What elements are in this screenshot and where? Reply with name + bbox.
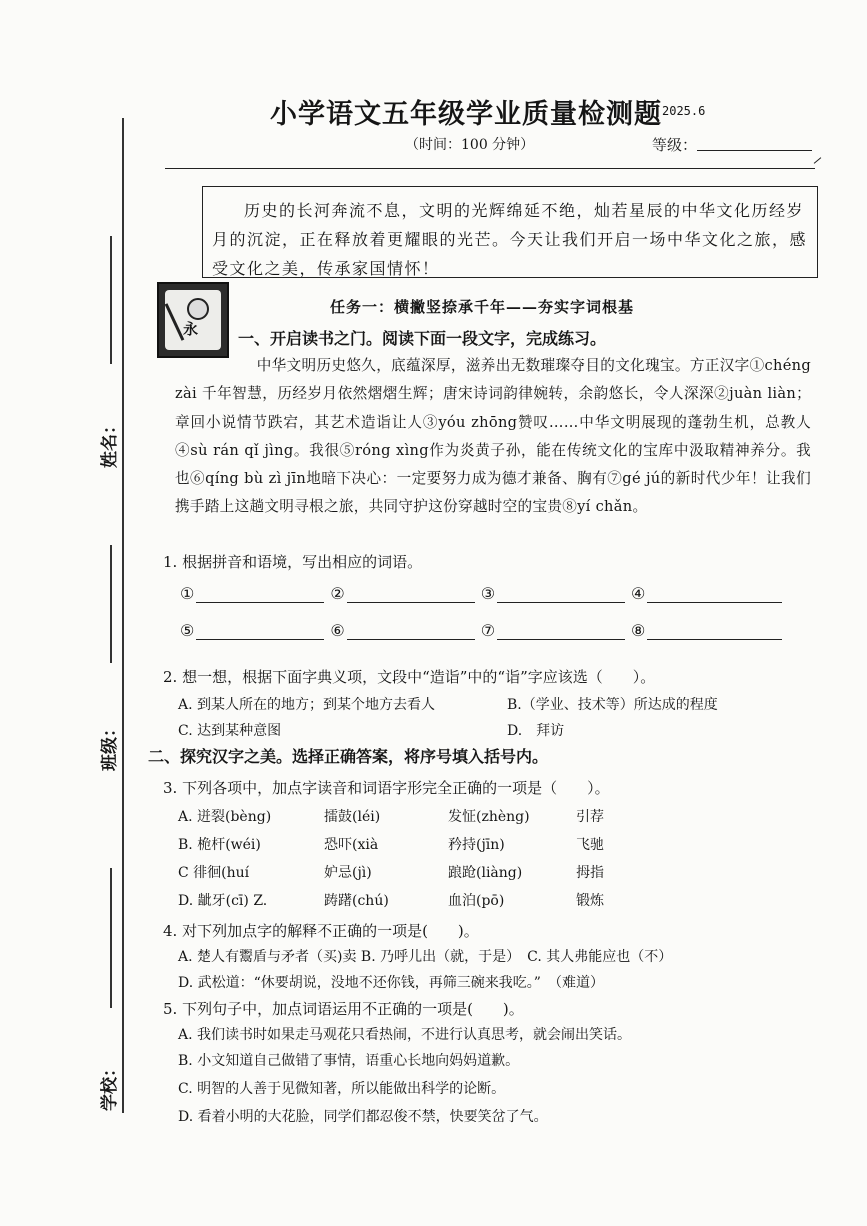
blank-number: ⑧: [631, 621, 646, 640]
q2-option-a: A. 到某人所在的地方；到某个地方去看人: [178, 697, 436, 713]
q3-cell: B. 桅杆(wéi): [178, 837, 261, 853]
calligraphy-illustration: [157, 282, 229, 358]
exam-date: 2025.6: [662, 104, 706, 118]
q3-cell: 恐吓(xià: [324, 837, 379, 853]
q3-options-grid: [178, 806, 818, 916]
header-divider-tick: [814, 157, 822, 164]
header-divider: [165, 168, 815, 169]
intro-text: 历史的长河奔流不息，文明的光辉绵延不绝，灿若星辰的中华文化历经岁月的沉淀，正在释放着更耀眼的光芒。今天让我们开启一场中华文化之旅，感受文化之美，传承家国情怀！: [212, 201, 808, 278]
grade-label: 等级：: [652, 136, 698, 154]
section-two-heading: 二、探究汉字之美。选择正确答案，将序号填入括号内。: [148, 747, 549, 766]
grade-blank[interactable]: [697, 150, 812, 151]
answer-blank[interactable]: [347, 638, 475, 640]
answer-blank[interactable]: [196, 638, 324, 640]
answer-blank[interactable]: [497, 638, 625, 640]
q5-option-d: D. 看着小明的大花脸，同学们都忍俊不禁，快要笑岔了气。: [178, 1109, 548, 1125]
q5-option-c: C. 明智的人善于见微知著，所以能做出科学的论断。: [178, 1081, 506, 1097]
answer-blank[interactable]: [647, 638, 782, 640]
q3-cell: 血泊(pō): [448, 893, 505, 909]
q2-option-b: B.（学业、技术等）所达成的程度: [507, 697, 718, 713]
page-title: 小学语文五年级学业质量检测题: [270, 99, 662, 130]
answer-blank[interactable]: [647, 601, 782, 603]
blank-number: ④: [631, 584, 646, 603]
blank-number: ⑦: [480, 621, 496, 640]
character-head-icon: [187, 298, 209, 320]
blank-number: ⑤: [180, 621, 195, 640]
name-blank[interactable]: [110, 236, 112, 364]
section-one-heading: 一、开启读书之门。阅读下面一段文字，完成练习。: [238, 329, 607, 348]
reading-passage: 中华文明历史悠久，底蕴深厚，滋养出无数璀璨夺目的文化瑰宝。方正汉字①chéng zài 千年智慧，历经岁月依然熠熠生辉；唐宋诗词韵律婉转，余韵悠长，令人深深②juàn liàn；章回小说情节跌宕，其艺术造诣让人③yóu zhōng赞叹……中华文明展现的蓬勃生机，总教人④sù rán qǐ jìng。我很⑤róng xìng作为炎黄子孙，能在传统文化的宝库中汲取精神养分。我也⑥qíng bù zì jīn地暗下决心：一定要努力成为德才兼备、胸有⑦gé jú的新时代少年！让我们携手踏上这趟文明寻根之旅，共同守护这份穿越时空的宝贵⑧yí chǎn。: [175, 357, 811, 516]
q3-cell: 发怔(zhèng): [448, 809, 530, 825]
question-1: 1. 根据拼音和语境，写出相应的词语。: [163, 553, 423, 571]
q3-cell: 引荐: [576, 809, 604, 825]
q5-option-b: B. 小文知道自己做错了事情，语重心长地向妈妈道歉。: [178, 1053, 520, 1069]
stamp-character: 永: [183, 320, 199, 338]
q3-cell: 飞驰: [576, 837, 604, 853]
school-blank[interactable]: [110, 868, 112, 1008]
q3-cell: 踉跄(liàng): [448, 865, 523, 881]
brush-icon: [165, 303, 185, 341]
question-3: 3. 下列各项中，加点字读音和词语字形完全正确的一项是（ ）。: [163, 779, 610, 797]
blank-number: ③: [480, 584, 496, 603]
school-label: 学校：: [100, 1060, 120, 1111]
blank-number: ②: [330, 584, 345, 603]
question-5: 5. 下列句子中，加点词语运用不正确的一项是( )。: [163, 1000, 524, 1018]
task-one-title: 任务一：横撇竖捺承千年——夯实字词根基: [330, 298, 635, 316]
q3-cell: A. 迸裂(bèng): [178, 809, 272, 825]
class-blank[interactable]: [110, 545, 112, 663]
question-4: 4. 对下列加点字的解释不正确的一项是( )。: [163, 922, 479, 940]
q3-cell: 擂鼓(léi): [324, 809, 381, 825]
class-label: 班级：: [100, 720, 120, 771]
answer-row-1: [180, 584, 788, 603]
q5-option-a: A. 我们读书时如果走马观花只看热闹，不进行认真思考，就会闹出笑话。: [178, 1027, 632, 1043]
question-2: 2. 想一想，根据下面字典义项，文段中“造诣”中的“诣”字应该选（ ）。: [163, 668, 656, 686]
blank-number: ①: [180, 584, 195, 603]
q3-cell: 拇指: [576, 865, 604, 881]
q4-options-line-1: A. 楚人有鬻盾与矛者（买)卖 B. 乃呼儿出（就，于是） C. 其人弗能应也（不）: [178, 949, 673, 965]
blank-number: ⑥: [330, 621, 345, 640]
binding-line: [122, 118, 124, 1113]
q3-cell: 踌躇(chú): [324, 893, 389, 909]
answer-blank[interactable]: [196, 601, 324, 603]
answer-blank[interactable]: [497, 601, 625, 603]
time-limit: （时间：100 分钟）: [405, 137, 535, 153]
q2-option-d: D. 拜访: [507, 723, 565, 739]
q2-option-c: C. 达到某种意图: [178, 723, 282, 739]
q3-cell: C 徘徊(huí: [178, 865, 250, 881]
q3-cell: 妒忌(jì): [324, 865, 372, 881]
name-label: 姓名：: [100, 417, 120, 468]
answer-blank[interactable]: [347, 601, 475, 603]
q4-options-line-2: D. 武松道：“休要胡说，没地不还你钱，再筛三碗来我吃。” （难道）: [178, 975, 604, 991]
q3-cell: D. 龇牙(cī) Z.: [178, 893, 268, 909]
answer-row-2: [180, 621, 788, 640]
q3-cell: 锻炼: [576, 893, 604, 909]
q3-cell: 矜持(jīn): [448, 837, 505, 853]
